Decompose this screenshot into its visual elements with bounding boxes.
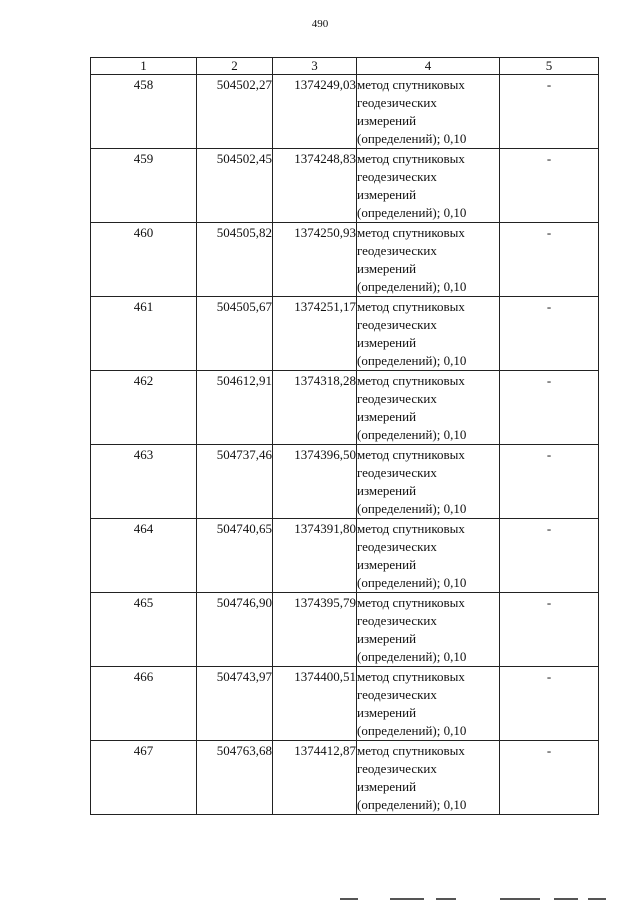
note-cell: - <box>500 667 599 741</box>
point-number-cell: 460 <box>91 223 197 297</box>
x-coordinate-cell: 504746,90 <box>197 593 273 667</box>
scan-mark <box>390 898 424 900</box>
note-cell: - <box>500 75 599 149</box>
column-header-y: 3 <box>273 58 357 75</box>
table-row <box>91 75 599 149</box>
point-number-cell: 463 <box>91 445 197 519</box>
scan-mark <box>436 898 456 900</box>
method-cell: метод спутниковых геодезических измерений (определений); 0,10 <box>357 741 500 815</box>
x-coordinate-cell: 504743,97 <box>197 667 273 741</box>
method-cell: метод спутниковых геодезических измерений (определений); 0,10 <box>357 149 500 223</box>
method-cell: метод спутниковых геодезических измерений (определений); 0,10 <box>357 371 500 445</box>
x-coordinate-cell: 504763,68 <box>197 741 273 815</box>
table-row <box>91 593 599 667</box>
method-cell: метод спутниковых геодезических измерений (определений); 0,10 <box>357 297 500 371</box>
point-number-cell: 459 <box>91 149 197 223</box>
point-number-cell: 465 <box>91 593 197 667</box>
table-row <box>91 445 599 519</box>
x-coordinate-cell: 504737,46 <box>197 445 273 519</box>
method-cell: метод спутниковых геодезических измерений (определений); 0,10 <box>357 75 500 149</box>
y-coordinate-cell: 1374250,93 <box>273 223 357 297</box>
note-cell: - <box>500 519 599 593</box>
point-number-cell: 462 <box>91 371 197 445</box>
point-number-cell: 458 <box>91 75 197 149</box>
y-coordinate-cell: 1374396,50 <box>273 445 357 519</box>
note-cell: - <box>500 297 599 371</box>
y-coordinate-cell: 1374395,79 <box>273 593 357 667</box>
point-number-cell: 464 <box>91 519 197 593</box>
point-number-cell: 467 <box>91 741 197 815</box>
table-header-row <box>91 58 599 75</box>
column-header-method: 4 <box>357 58 500 75</box>
method-cell: метод спутниковых геодезических измерений (определений); 0,10 <box>357 519 500 593</box>
scan-mark <box>588 898 606 900</box>
x-coordinate-cell: 504740,65 <box>197 519 273 593</box>
method-cell: метод спутниковых геодезических измерений (определений); 0,10 <box>357 593 500 667</box>
table-row <box>91 223 599 297</box>
point-number-cell: 461 <box>91 297 197 371</box>
table-row <box>91 667 599 741</box>
y-coordinate-cell: 1374251,17 <box>273 297 357 371</box>
note-cell: - <box>500 223 599 297</box>
method-cell: метод спутниковых геодезических измерений (определений); 0,10 <box>357 223 500 297</box>
y-coordinate-cell: 1374412,87 <box>273 741 357 815</box>
coordinates-table <box>90 57 599 815</box>
scan-artifact-marks <box>340 898 610 901</box>
column-header-point-number: 1 <box>91 58 197 75</box>
y-coordinate-cell: 1374249,03 <box>273 75 357 149</box>
y-coordinate-cell: 1374391,80 <box>273 519 357 593</box>
note-cell: - <box>500 149 599 223</box>
note-cell: - <box>500 741 599 815</box>
scan-mark <box>340 898 358 900</box>
table-row <box>91 519 599 593</box>
x-coordinate-cell: 504502,45 <box>197 149 273 223</box>
y-coordinate-cell: 1374248,83 <box>273 149 357 223</box>
note-cell: - <box>500 371 599 445</box>
y-coordinate-cell: 1374318,28 <box>273 371 357 445</box>
note-cell: - <box>500 445 599 519</box>
y-coordinate-cell: 1374400,51 <box>273 667 357 741</box>
page-number: 490 <box>311 18 329 30</box>
scan-mark <box>500 898 540 900</box>
column-header-x: 2 <box>197 58 273 75</box>
point-number-cell: 466 <box>91 667 197 741</box>
method-cell: метод спутниковых геодезических измерений (определений); 0,10 <box>357 445 500 519</box>
x-coordinate-cell: 504505,82 <box>197 223 273 297</box>
method-cell: метод спутниковых геодезических измерений (определений); 0,10 <box>357 667 500 741</box>
note-cell: - <box>500 593 599 667</box>
table-row <box>91 297 599 371</box>
table-row <box>91 371 599 445</box>
x-coordinate-cell: 504505,67 <box>197 297 273 371</box>
scan-mark <box>554 898 578 900</box>
table-row <box>91 741 599 815</box>
table-row <box>91 149 599 223</box>
x-coordinate-cell: 504612,91 <box>197 371 273 445</box>
x-coordinate-cell: 504502,27 <box>197 75 273 149</box>
column-header-note: 5 <box>500 58 599 75</box>
